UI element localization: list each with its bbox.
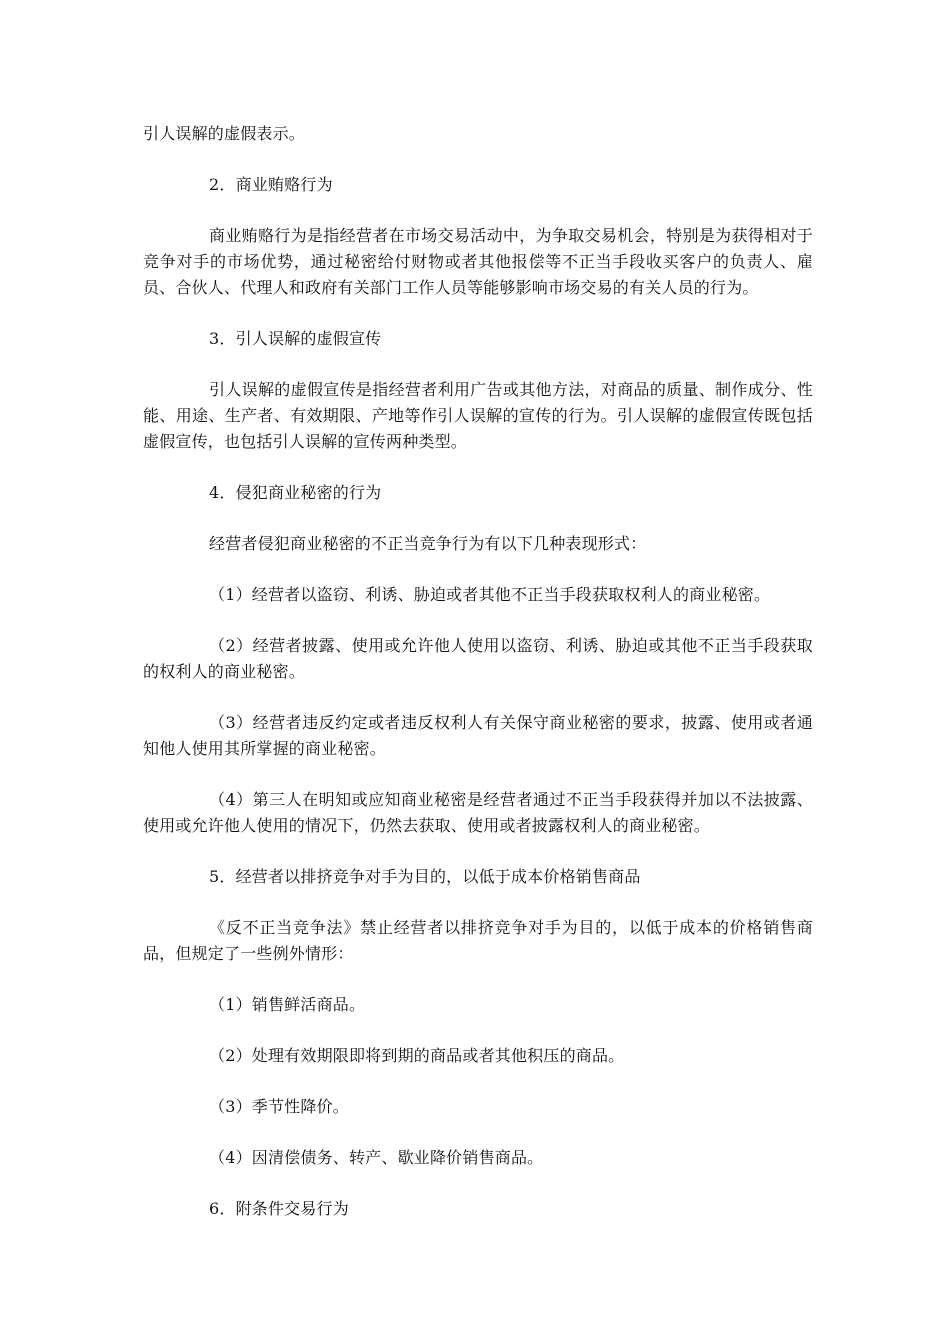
list-item-exception-2: （2）处理有效期限即将到期的商品或者其他积压的商品。 <box>209 1046 625 1065</box>
list-item-trade-secret-3: （3）经营者违反约定或者违反权利人有关保守商业秘密的要求，披露、使用或者通知他人使用其所掌握的商业秘密。 <box>143 713 813 758</box>
list-item-trade-secret-2: （2）经营者披露、使用或允许他人使用以盗窃、利诱、胁迫或其他不正当手段获取的权利人的商业秘密。 <box>143 636 813 681</box>
heading-false-advertising: 3．引人误解的虚假宣传 <box>209 329 382 348</box>
paragraph-commercial-bribery: 商业贿赂行为是指经营者在市场交易活动中，为争取交易机会，特别是为获得相对于竞争对手的市场优势，通过秘密给付财物或者其他报偿等不正当手段收买客户的负责人、雇员、合伙人、代理人和政府有关部门工作人员等能够影响市场交易的有关人员的行为。 <box>143 226 813 297</box>
list-item-exception-4: （4）因清偿债务、转产、歇业降价销售商品。 <box>209 1148 544 1167</box>
paragraph-false-advertising: 引人误解的虚假宣传是指经营者利用广告或其他方法，对商品的质量、制作成分、性能、用途、生产者、有效期限、产地等作引人误解的宣传的行为。引人误解的虚假宣传既包括虚假宣传，也包括引人误解的宣传两种类型。 <box>143 380 813 451</box>
list-item-exception-1: （1）销售鲜活商品。 <box>209 995 366 1014</box>
paragraph-trade-secrets-intro: 经营者侵犯商业秘密的不正当竞争行为有以下几种表现形式： <box>209 534 647 553</box>
document-page <box>143 121 813 1222</box>
heading-conditional-transaction: 6．附条件交易行为 <box>209 1199 349 1218</box>
paragraph-continuation: 引人误解的虚假表示。 <box>143 124 306 143</box>
list-item-trade-secret-4: （4）第三人在明知或应知商业秘密是经营者通过不正当手段获得并加以不法披露、使用或允许他人使用的情况下，仍然去获取、使用或者披露权利人的商业秘密。 <box>143 790 813 835</box>
heading-below-cost-sales: 5．经营者以排挤竞争对手为目的，以低于成本价格销售商品 <box>209 867 641 886</box>
list-item-exception-3: （3）季节性降价。 <box>209 1097 349 1116</box>
list-item-trade-secret-1: （1）经营者以盗窃、利诱、胁迫或者其他不正当手段获取权利人的商业秘密。 <box>209 585 771 604</box>
paragraph-below-cost-sales: 《反不正当竞争法》禁止经营者以排挤竞争对手为目的，以低于成本的价格销售商品，但规定了一些例外情形： <box>143 918 813 963</box>
heading-trade-secrets: 4．侵犯商业秘密的行为 <box>209 483 382 502</box>
heading-commercial-bribery: 2．商业贿赂行为 <box>209 175 333 194</box>
